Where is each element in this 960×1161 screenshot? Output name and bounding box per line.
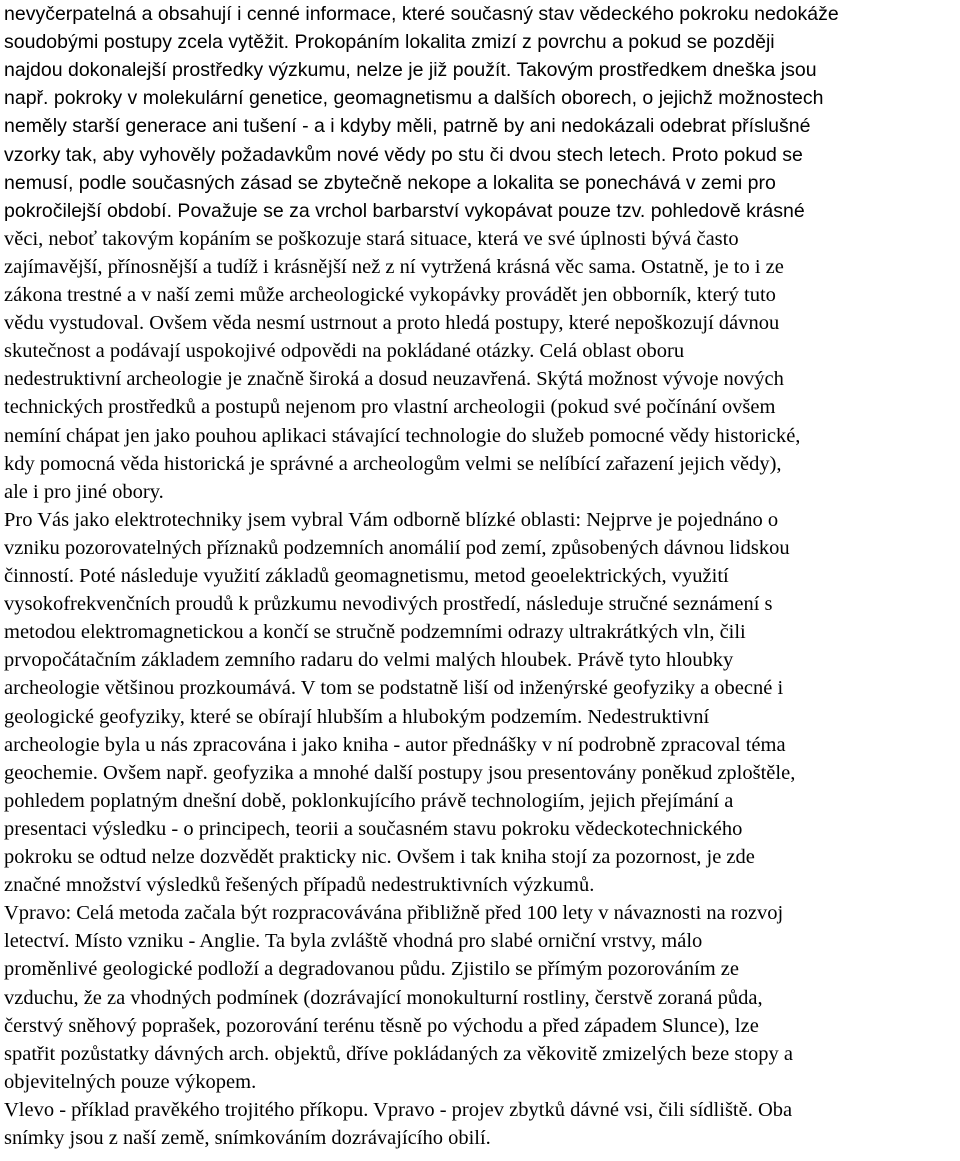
text-line: nedestruktivní archeologie je značně široká a dosud neuzavřená. Skýtá možnost vývoje nových <box>4 368 784 391</box>
text-line: pohledem poplatným dnešní době, poklonkujícího právě technologiím, jejich přejímání a <box>4 789 734 812</box>
text-line: skutečnost a podávají uspokojivé odpovědi na pokládané otázky. Celá oblast oboru <box>4 340 685 363</box>
text-line: spatřit pozůstatky dávných arch. objektů, dříve pokládaných za věkovitě zmizelých beze stopy a <box>4 1042 793 1065</box>
text-line: čerstvý sněhový poprašek, pozorování terénu těsně po východu a před západem Slunce), lze <box>4 1014 759 1037</box>
text-line: neměly starší generace ani tušení - a i kdyby měli, patrně by ani nedokázali odebrat příslušné <box>4 115 811 138</box>
text-line: činností. Poté následuje využití základů geomagnetismu, metod geoelektrických, využití <box>4 565 729 587</box>
text-line: nevyčerpatelná a obsahují i cenné informace, které současný stav vědeckého pokroku nedokáže <box>4 3 839 25</box>
text-line: presentaci výsledku - o principech, teorii a současném stavu pokroku vědeckotechnického <box>4 817 743 840</box>
text-line: snímky jsou z naší země, snímkováním dozrávajícího obilí. <box>4 1127 491 1149</box>
text-line: najdou dokonalejší prostředky výzkumu, nelze je již použít. Takovým prostředkem dneška jsou <box>4 59 817 82</box>
text-line: pokročilejší období. Považuje se za vrchol barbarství vykopávat pouze tzv. pohledově krásné <box>4 199 805 222</box>
text-line: technických prostředků a postupů nejenom pro vlastní archeologii (pokud své počínání ovšem <box>4 396 776 419</box>
text-line: archeologie většinou prozkoumává. V tom se podstatně liší od inženýrské geofyziky a obecné i <box>4 677 784 700</box>
text-line: značné množství výsledků řešených případů nedestruktivních výzkumů. <box>4 874 595 897</box>
text-line: pokroku se odtud nelze dozvědět prakticky nic. Ovšem i tak kniha stojí za pozornost, je zde <box>4 846 755 868</box>
text-line: objevitelných pouze výkopem. <box>4 1070 257 1093</box>
text-line: soudobými postupy zcela vytěžit. Prokopáním lokalita zmizí z povrchu a pokud se později <box>4 31 775 54</box>
text-line: metodou elektromagnetickou a končí se stručně podzemními odrazy ultrakrátkých vln, čili <box>4 621 746 644</box>
text-line: zákona trestné a v naší zemi může archeologické vykopávky provádět jen obborník, který tuto <box>4 284 776 306</box>
text-line: zajímavější, přínosnější a tudíž i krásnější než z ní vytržená krásná věc sama. Ostatně, je to i ze <box>4 255 784 278</box>
text-line: kdy pomocná věda historická je správné a archeologům velmi se nelíbící zařazení jejich vědy), <box>4 452 782 475</box>
text-line: vysokofrekvenčních proudů k průzkumu nevodivých prostředí, následuje stručné seznámení s <box>4 593 773 616</box>
text-line: např. pokroky v molekulární genetice, geomagnetismu a dalších oborech, o jejichž možnostech <box>4 87 824 110</box>
text-line: nemusí, podle současných zásad se zbytečně nekope a lokalita se ponechává v zemi pro <box>4 171 776 194</box>
text-line: geochemie. Ovšem např. geofyzika a mnohé další postupy jsou presentovány poněkud zploštěle, <box>4 761 796 784</box>
text-line: vzniku pozorovatelných příznaků podzemních anomálií pod zemí, způsobených dávnou lidskou <box>4 536 790 559</box>
text-line: Vlevo - příklad pravěkého trojitého příkopu. Vpravo - projev zbytků dávné vsi, čili sídliště. Oba <box>4 1098 793 1121</box>
text-line: věci, neboť takovým kopáním se poškozuje stará situace, která ve své úplnosti bývá často <box>4 227 739 250</box>
text-line: vědu vystudoval. Ovšem věda nesmí ustrnout a proto hledá postupy, které nepoškozují dávnou <box>4 312 780 335</box>
text-line: nemíní chápat jen jako pouhou aplikaci stávající technologie do služeb pomocné vědy historické, <box>4 424 801 447</box>
text-line: vzorky tak, aby vyhověly požadavkům nové vědy po stu či dvou stech letech. Proto pokud se <box>4 143 803 166</box>
text-line: letectví. Místo vzniku - Anglie. Ta byla zvláště vhodná pro slabé orniční vrstvy, málo <box>4 930 703 953</box>
text-line: ale i pro jiné obory. <box>4 480 164 503</box>
text-line: Vpravo: Celá metoda začala být rozpracovávána přibližně před 100 lety v návaznosti na rozvoj <box>4 902 784 925</box>
text-line: prvopočátačním základem zemního radaru do velmi malých hloubek. Právě tyto hloubky <box>4 649 734 672</box>
text-line: Pro Vás jako elektrotechniky jsem vybral Vám odborně blízké oblasti: Nejprve je pojednáno o <box>4 508 779 531</box>
text-line: archeologie byla u nás zpracována i jako kniha - autor přednášky v ní podrobně zpracoval téma <box>4 733 786 756</box>
text-line: geologické geofyziky, které se obírají hlubším a hlubokým podzemím. Nedestruktivní <box>4 705 710 728</box>
text-line: vzduchu, že za vhodných podmínek (dozrávající monokulturní rostliny, čerstvě zoraná půda, <box>4 986 763 1009</box>
text-line: proměnlivé geologické podloží a degradovanou půdu. Zjistilo se přímým pozorováním ze <box>4 958 739 981</box>
